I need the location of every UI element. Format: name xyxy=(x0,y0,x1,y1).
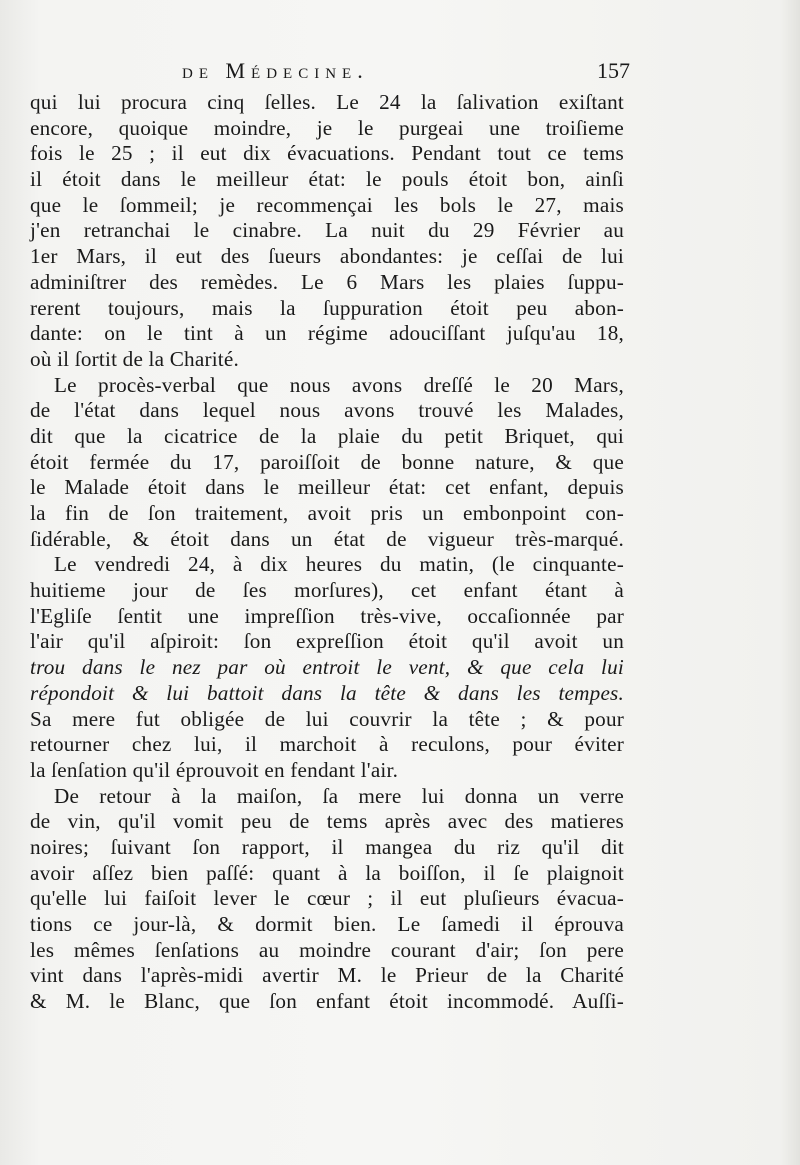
text-line: de vin, qu'il vomit peu de tems après avec des matieres xyxy=(30,809,624,834)
text-line: vint dans l'après-midi avertir M. le Prieur de la Charité xyxy=(30,963,624,988)
text-line: & M. le Blanc, que ſon enfant étoit incommodé. Auſſi- xyxy=(30,989,624,1014)
text-line: l'air qu'il aſpiroit: ſon expreſſion étoit qu'il avoit un xyxy=(30,629,624,654)
text-line: noires; ſuivant ſon rapport, il mangea du riz qu'il dit xyxy=(30,834,624,859)
text-line: dante: on le tint à un régime adouciſſant juſqu'au 18, xyxy=(30,321,624,346)
body-text xyxy=(30,90,624,1015)
text-line-italic: répondoit & lui battoit dans la tête & dans les tempes. xyxy=(30,680,624,705)
text-line: les mêmes ſenſations au moindre courant d'air; ſon pere xyxy=(30,937,624,962)
running-title: de Médecine. xyxy=(182,58,369,83)
text-line: De retour à la maiſon, ſa mere lui donna un verre xyxy=(54,783,624,808)
text-line: dit que la cicatrice de la plaie du petit Briquet, qui xyxy=(30,423,624,448)
page-header xyxy=(30,58,630,94)
page-number: 157 xyxy=(597,58,630,83)
text-line: Sa mere fut obligée de lui couvrir la tête ; & pour xyxy=(30,706,624,731)
text-line: la fin de ſon traitement, avoit pris un embonpoint con- xyxy=(30,501,624,525)
text-line: le Malade étoit dans le meilleur état: cet enfant, depuis xyxy=(30,475,624,500)
text-line: étoit fermée du 17, paroiſſoit de bonne nature, & que xyxy=(30,449,624,474)
text-line: 1er Mars, il eut des ſueurs abondantes: je ceſſai de lui xyxy=(30,244,624,269)
text-line: Le vendredi 24, à dix heures du matin, (le cinquante- xyxy=(54,552,624,577)
text-line: tions ce jour-là, & dormit bien. Le ſamedi il éprouva xyxy=(30,912,624,936)
text-line: que le ſommeil; je recommençai les bols le 27, mais xyxy=(30,192,624,217)
text-line: encore, quoique moindre, je le purgeai une troiſieme xyxy=(30,115,624,140)
text-line: adminiſtrer des remèdes. Le 6 Mars les plaies ſuppu- xyxy=(30,269,624,294)
text-line: ſidérable, & étoit dans un état de vigueur très-marqué. xyxy=(30,526,624,551)
text-line: Le procès-verbal que nous avons dreſſé le 20 Mars, xyxy=(54,372,624,397)
text-line: l'Egliſe ſentit une impreſſion très-vive, occaſionnée par xyxy=(30,603,624,628)
text-line: qui lui procura cinq ſelles. Le 24 la ſalivation exiſtant xyxy=(30,90,624,114)
text-line: qu'elle lui faiſoit lever le cœur ; il eut pluſieurs évacua- xyxy=(30,886,624,911)
text-line: la ſenſation qu'il éprouvoit en fendant l'air. xyxy=(30,757,399,782)
text-line-italic: trou dans le nez par où entroit le vent, & que cela lui xyxy=(30,655,624,680)
text-line: rerent toujours, mais la ſuppuration étoit peu abon- xyxy=(30,295,624,320)
text-line: où il ſortit de la Charité. xyxy=(30,346,239,371)
text-line: il étoit dans le meilleur état: le pouls étoit bon, ainſi xyxy=(30,167,624,192)
text-line: j'en retranchai le cinabre. La nuit du 29 Février au xyxy=(30,218,624,243)
text-line: de l'état dans lequel nous avons trouvé les Malades, xyxy=(30,398,624,423)
text-line: avoir aſſez bien paſſé: quant à la boiſſon, il ſe plaignoit xyxy=(30,860,624,885)
text-line: fois le 25 ; il eut dix évacuations. Pendant tout ce tems xyxy=(30,141,624,166)
text-line: huitieme jour de ſes morſures), cet enfant étant à xyxy=(30,578,624,603)
text-line: retourner chez lui, il marchoit à reculons, pour éviter xyxy=(30,732,624,757)
